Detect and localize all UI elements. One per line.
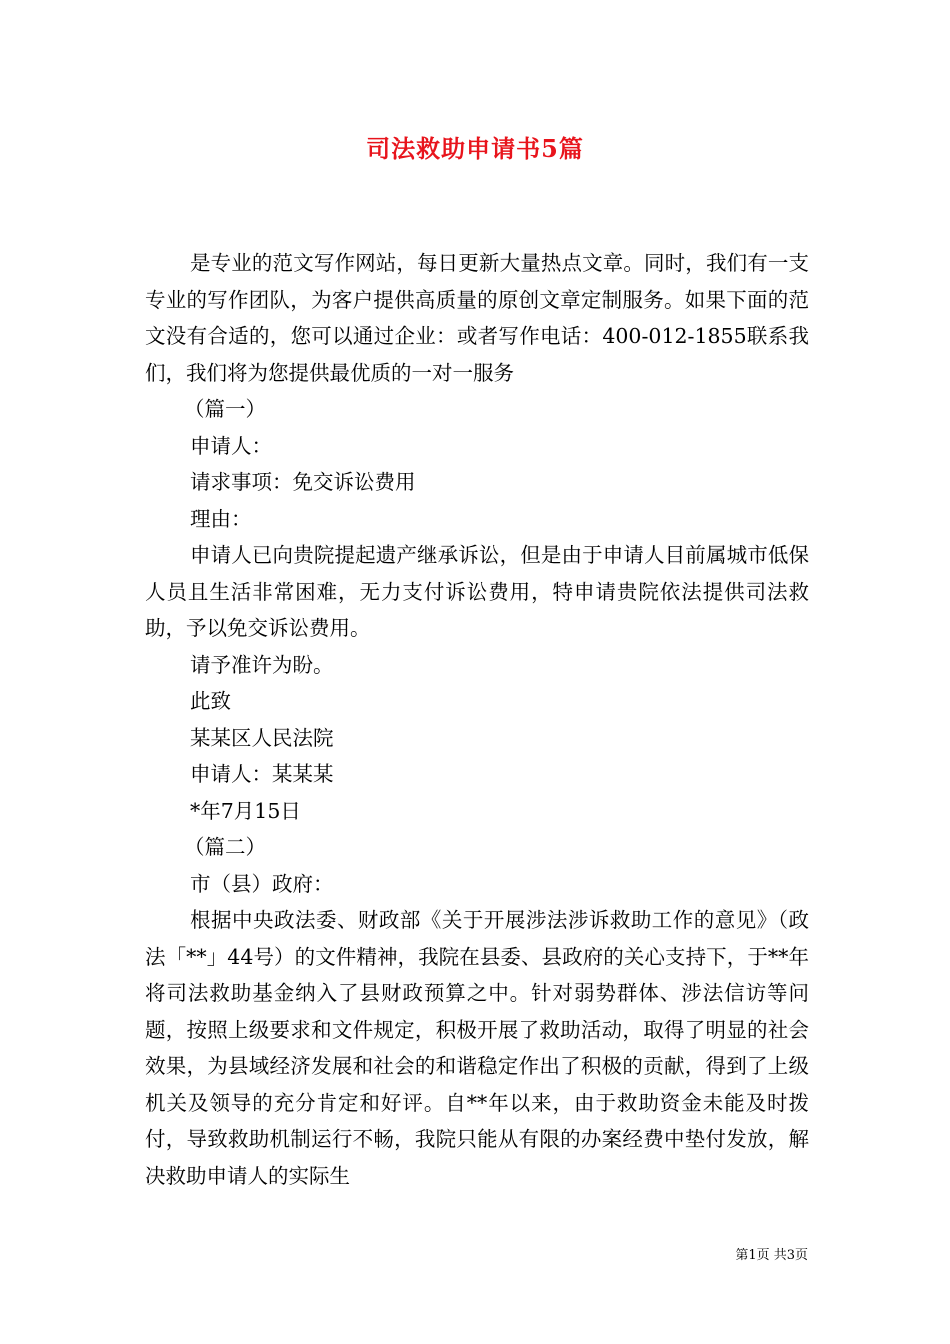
part2-addressee: 市（县）政府： — [190, 871, 334, 896]
part1-court: 某某区人民法院 — [190, 725, 334, 750]
part2-body: 根据中央政法委、财政部《关于开展涉法涉诉救助工作的意见》（政法「**」44号）的文件精神，我院在县委、县政府的关心支持下，于**年将司法救助基金纳入了县财政预算之中。针对弱势群体、涉法信访等问题，按照上级要求和文件规定，积极开展了救助活动，取得了明显的社会效果，为县域经济发展和社会的和谐稳定作出了积极的贡献，得到了上级机关及领导的充分肯定和好评。自**年以来，由于救助资金未能及时拨付，导致救助机制运行不畅，我院只能从有限的办案经费中垫付发放，解决救助申请人的实际生 — [145, 908, 809, 1188]
document-title: 司法救助申请书5篇 — [366, 134, 584, 163]
part1-request: 请求事项：免交诉讼费用 — [190, 470, 416, 494]
part1-date: *年7月15日 — [190, 798, 301, 823]
part1-reason-label: 理由： — [190, 506, 252, 531]
page-number: 第1页 共3页 — [735, 1248, 808, 1263]
document-body — [145, 245, 809, 1194]
part1-signature: 申请人：某某某 — [190, 762, 334, 786]
part2-heading: （篇二） — [184, 835, 266, 859]
part1-reason-text: 申请人已向贵院提起遗产继承诉讼，但是由于申请人目前属城市低保人员且生活非常困难，无力支付诉讼费用，特申请贵院依法提供司法救助，予以免交诉讼费用。 — [145, 543, 809, 640]
part1-salutation: 此致 — [190, 689, 231, 713]
part1-applicant-label: 申请人： — [190, 433, 272, 458]
part1-closing: 请予准许为盼。 — [190, 652, 334, 677]
part1-heading: （篇一） — [184, 397, 266, 421]
intro-paragraph: 是专业的范文写作网站，每日更新大量热点文章。同时，我们有一支专业的写作团队，为客户提供高质量的原创文章定制服务。如果下面的范文没有合适的，您可以通过企业：或者写作电话：400-012-1855联系我们，我们将为您提供最优质的一对一服务 — [145, 251, 809, 385]
